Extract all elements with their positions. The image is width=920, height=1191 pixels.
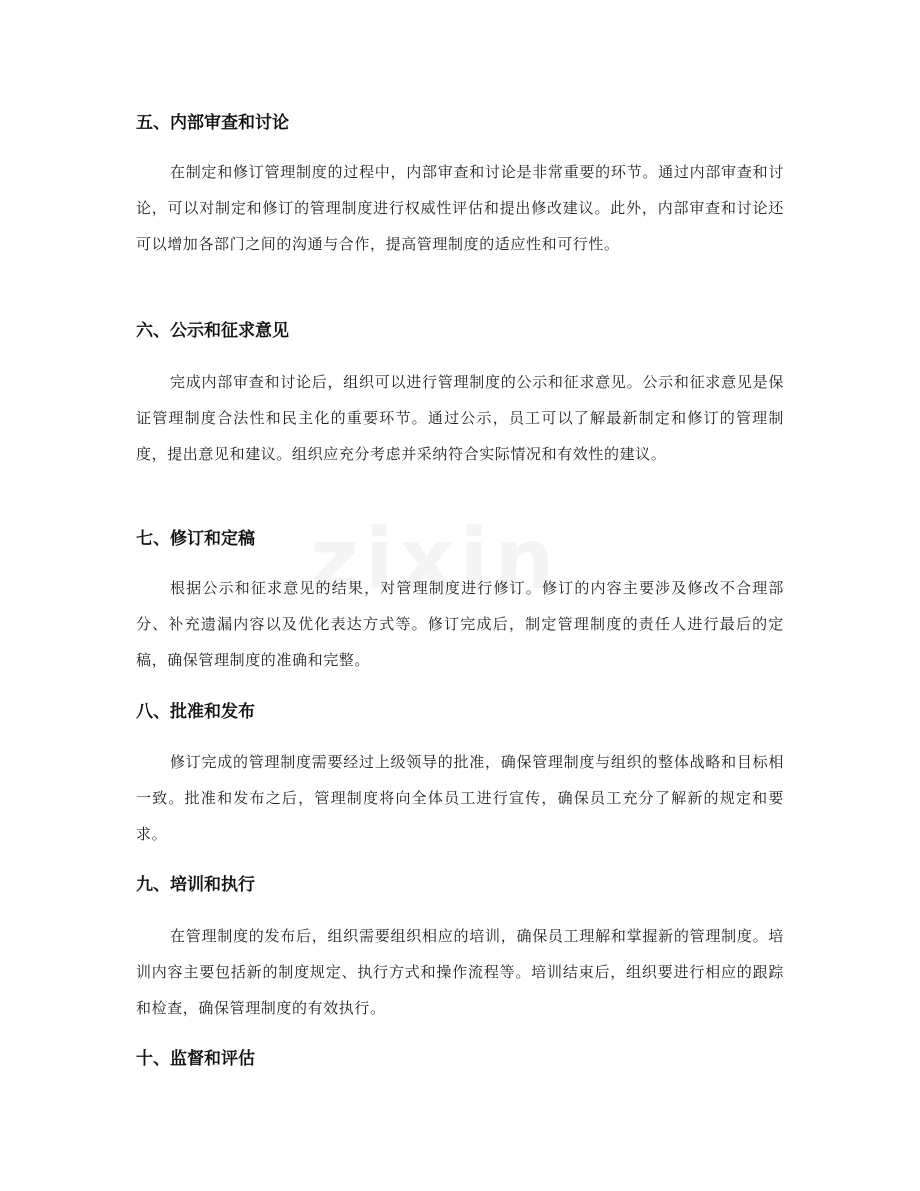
section-body-9: 在管理制度的发布后，组织需要组织相应的培训，确保员工理解和掌握新的管理制度。培训内容主要包括新的制度规定、执行方式和操作流程等。培训结束后，组织要进行相应的跟踪和检查，确保管理制度的有效执行。 — [136, 927, 784, 1017]
section-body-5: 在制定和修订管理制度的过程中，内部审查和讨论是非常重要的环节。通过内部审查和讨论，可以对制定和修订的管理制度进行权威性评估和提出修改建议。此外，内部审查和讨论还可以增加各部门之间的沟通与合作，提高管理制度的适应性和可行性。 — [136, 163, 784, 253]
section-body-7: 根据公示和征求意见的结果，对管理制度进行修订。修订的内容主要涉及修改不合理部分、补充遗漏内容以及优化表达方式等。修订完成后，制定管理制度的责任人进行最后的定稿，确保管理制度的准确和完整。 — [136, 579, 784, 669]
section-body-8: 修订完成的管理制度需要经过上级领导的批准，确保管理制度与组织的整体战略和目标相一致。批准和发布之后，管理制度将向全体员工进行宣传，确保员工充分了解新的规定和要求。 — [136, 753, 784, 843]
section-heading-8: 八、批准和发布 — [136, 702, 255, 722]
section-heading-9: 九、培训和执行 — [136, 875, 255, 895]
section-heading-7: 七、修订和定稿 — [136, 529, 255, 549]
section-heading-5: 五、内部审查和讨论 — [136, 113, 289, 133]
section-heading-10: 十、监督和评估 — [136, 1049, 255, 1069]
section-heading-6: 六、公示和征求意见 — [136, 321, 289, 341]
section-body-6: 完成内部审查和讨论后，组织可以进行管理制度的公示和征求意见。公示和征求意见是保证管理制度合法性和民主化的重要环节。通过公示，员工可以了解最新制定和修订的管理制度，提出意见和建议。组织应充分考虑并采纳符合实际情况和有效性的建议。 — [136, 373, 784, 463]
